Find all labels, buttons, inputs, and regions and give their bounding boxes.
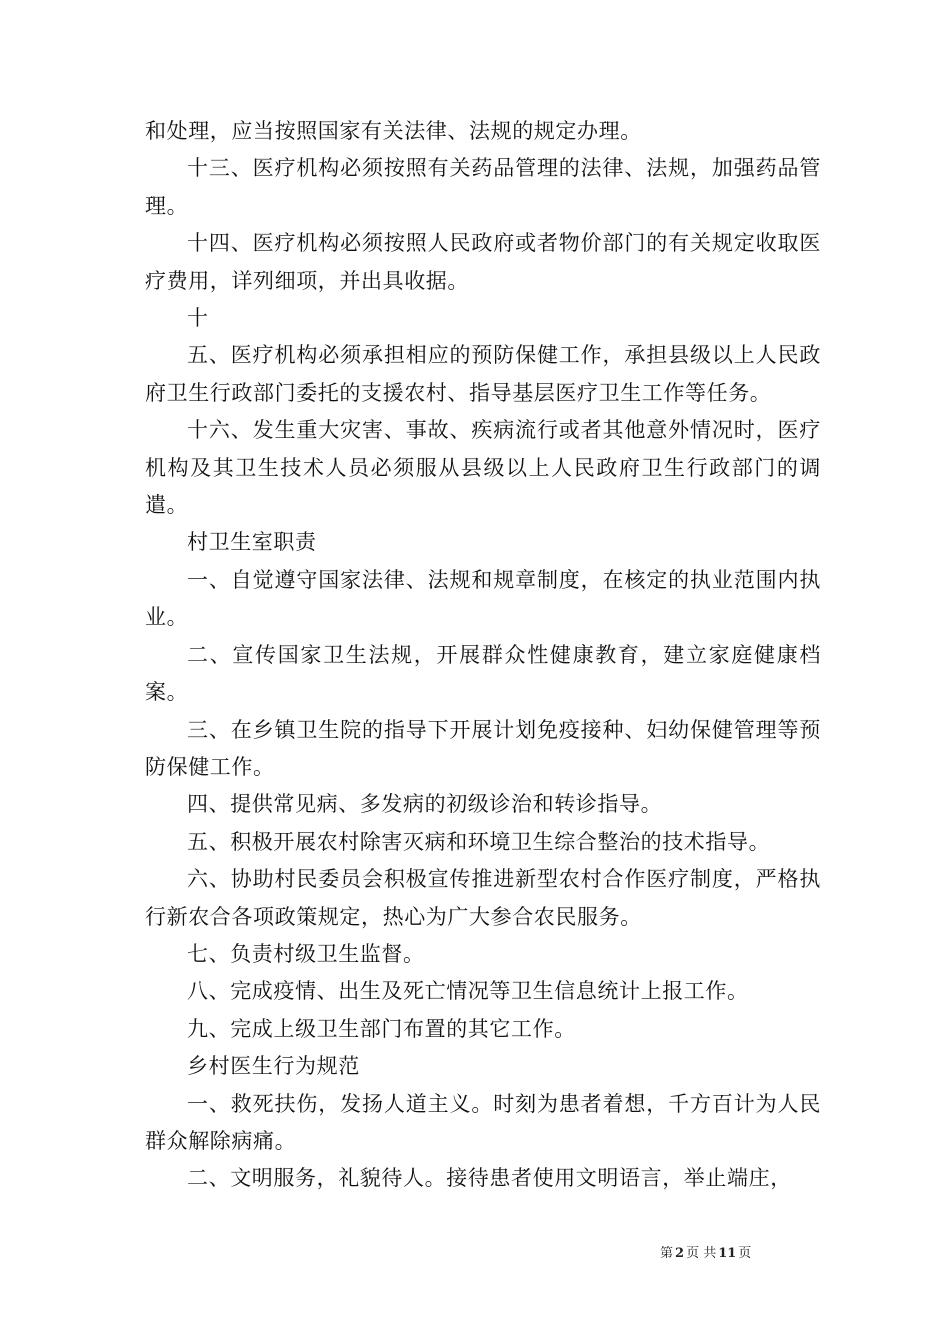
conduct-item-2: 二、文明服务，礼貌待人。接待患者使用文明语言，举止端庄， (187, 1166, 792, 1191)
section-heading-doctor-conduct: 乡村医生行为规范 (187, 1054, 360, 1079)
total-pages-number: 11 (718, 1246, 737, 1261)
duty-item-5: 五、积极开展农村除害灭病和环境卫生综合整治的技术指导。 (187, 829, 771, 854)
current-page-number: 2 (675, 1246, 685, 1261)
footer-suffix: 页 (738, 1246, 752, 1261)
footer-prefix: 第 (660, 1246, 674, 1261)
duty-item-4: 四、提供常见病、多发病的初级诊治和转诊指导。 (187, 792, 663, 817)
document-body (145, 113, 821, 1198)
duty-item-7: 七、负责村级卫生监督。 (187, 941, 425, 966)
page-footer (660, 1246, 810, 1262)
duty-item-2: 二、宣传国家卫生法规，开展群众性健康教育，建立家庭健康档案。 (145, 642, 821, 705)
duty-item-3: 三、在乡镇卫生院的指导下开展计划免疫接种、妇幼保健管理等预防保健工作。 (145, 717, 821, 779)
paragraph-item-15: 五、医疗机构必须承担相应的预防保健工作，承担县级以上人民政府卫生行政部门委托的支援农村、指导基层医疗卫生工作等任务。 (145, 343, 821, 405)
duty-item-1: 一、自觉遵守国家法律、法规和规章制度，在核定的执业范围内执业。 (145, 567, 821, 630)
duty-item-8: 八、完成疫情、出生及死亡情况等卫生信息统计上报工作。 (187, 979, 749, 1004)
conduct-item-1: 一、救死扶伤，发扬人道主义。时刻为患者着想，千方百计为人民群众解除病痛。 (145, 1091, 821, 1153)
footer-middle: 页 共 (686, 1246, 717, 1261)
paragraph-item-14: 十四、医疗机构必须按照人民政府或者物价部门的有关规定收取医疗费用，详列细项，并出具收据。 (145, 231, 821, 293)
duty-item-9: 九、完成上级卫生部门布置的其它工作。 (187, 1016, 576, 1041)
paragraph-item-16: 十六、发生重大灾害、事故、疾病流行或者其他意外情况时，医疗机构及其卫生技术人员必须服从县级以上人民政府卫生行政部门的调遣。 (145, 418, 821, 518)
section-heading-village-clinic-duties: 村卫生室职责 (187, 530, 317, 555)
duty-item-6: 六、协助村民委员会积极宣传推进新型农村合作医疗制度，严格执行新农合各项政策规定，热心为广大参合农民服务。 (145, 867, 821, 929)
paragraph-item-15-prefix: 十 (187, 306, 209, 331)
paragraph-item-13: 十三、医疗机构必须按照有关药品管理的法律、法规，加强药品管理。 (145, 156, 821, 218)
paragraph-continued: 和处理，应当按照国家有关法律、法规的规定办理。 (145, 119, 642, 143)
